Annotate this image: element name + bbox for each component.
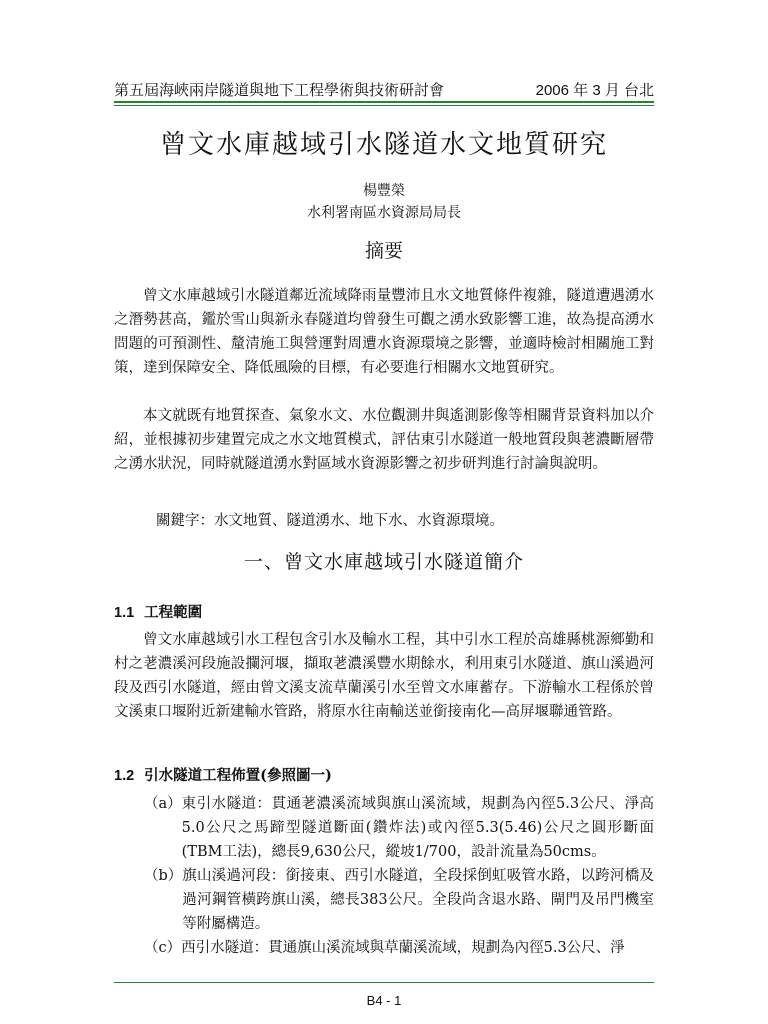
header-rule-thick [114,101,654,103]
paper-title: 曾文水庫越域引水隧道水文地質研究 [159,130,608,160]
subsection-heading-1-1 [114,601,202,622]
page-number: B4 - 1 [366,993,402,1008]
list-item [144,936,654,960]
section-title: 一、曾文水庫越域引水隧道簡介 [243,551,524,573]
conference-name: 第五屆海峽兩岸隧道與地下工程學術與技術研討會 [114,81,445,99]
date-location: 2006 年 3 月 台北 [535,82,654,99]
list-marker: （c） [144,940,182,956]
list-item [144,792,654,864]
author-name: 楊豐榮 [363,183,405,199]
abstract-heading: 摘要 [364,240,403,262]
list-item-text: 西引水隧道：貫通旗山溪流域與草蘭溪流域，規劃為內徑5.3公尺、淨 [181,940,625,956]
subsection-1-1-paragraph: 曾文水庫越域引水工程包含引水及輸水工程，其中引水工程於高雄縣桃源鄉勤和村之荖濃溪河段施設攔河堰，擷取荖濃溪豐水期餘水，利用東引水隧道、旗山溪過河段及西引水隧道，經由曾文溪支流草蘭溪引水至曾文水庫蓄存。下游輸水工程係於曾文溪東口堰附近新建輸水管路，將原水往南輸送並銜接南化—高屏堰聯通管路。 [114,632,654,720]
list-marker: （b） [144,868,183,884]
abstract-paragraph-1: 曾文水庫越域引水隧道鄰近流域降雨量豐沛且水文地質條件複雜，隧道遭遇湧水之潛勢甚高，鑑於雪山與新永春隧道均曾發生可觀之湧水致影響工進，故為提高湧水問題的可預測性、釐清施工與營運對周遭水資源環境之影響，並適時檢討相關施工對策，達到保障安全、降低風險的目標，有必要進行相關水文地質研究。 [114,288,654,376]
subsection-number: 1.1 [114,605,135,621]
author-block [0,180,768,224]
header-rule-thin [114,105,654,106]
subsection-number: 1.2 [114,768,135,784]
list-item [144,864,654,936]
list-marker: （a） [144,796,182,812]
list-item-text: 旗山溪過河段：銜接東、西引水隧道，全段採倒虹吸管水路，以跨河橋及過河鋼管橫跨旗山溪，總長383公尺。全段尚含退水路、閘門及吊門機室等附屬構造。 [182,868,654,932]
subsection-title: 引水隧道工程佈置(參照圖一) [144,767,332,784]
list-item-text: 東引水隧道：貫通荖濃溪流域與旗山溪流域，規劃為內徑5.3公尺、淨高5.0公尺之馬蹄型隧道斷面(鑽炸法)或內徑5.3(5.46)公尺之圓形斷面(TBM工法)，總長9,630公尺，縱坡1/700，設計流量為50cms。 [181,796,654,860]
footer-rule [114,982,654,983]
subsection-title: 工程範圍 [144,604,203,621]
subsection-heading-1-2 [114,764,332,785]
abstract-paragraph-2: 本文就既有地質探查、氣象水文、水位觀測井與遙測影像等相關背景資料加以介紹，並根據初步建置完成之水文地質模式，評估東引水隧道一般地質段與荖濃斷層帶之湧水狀況，同時就隧道湧水對區域水資源影響之初步研判進行討論與說明。 [114,408,654,472]
running-header [114,72,654,100]
author-affiliation: 水利署南區水資源局局長 [307,205,461,221]
keywords: 關鍵字：水文地質、隧道湧水、地下水、水資源環境。 [156,513,504,529]
